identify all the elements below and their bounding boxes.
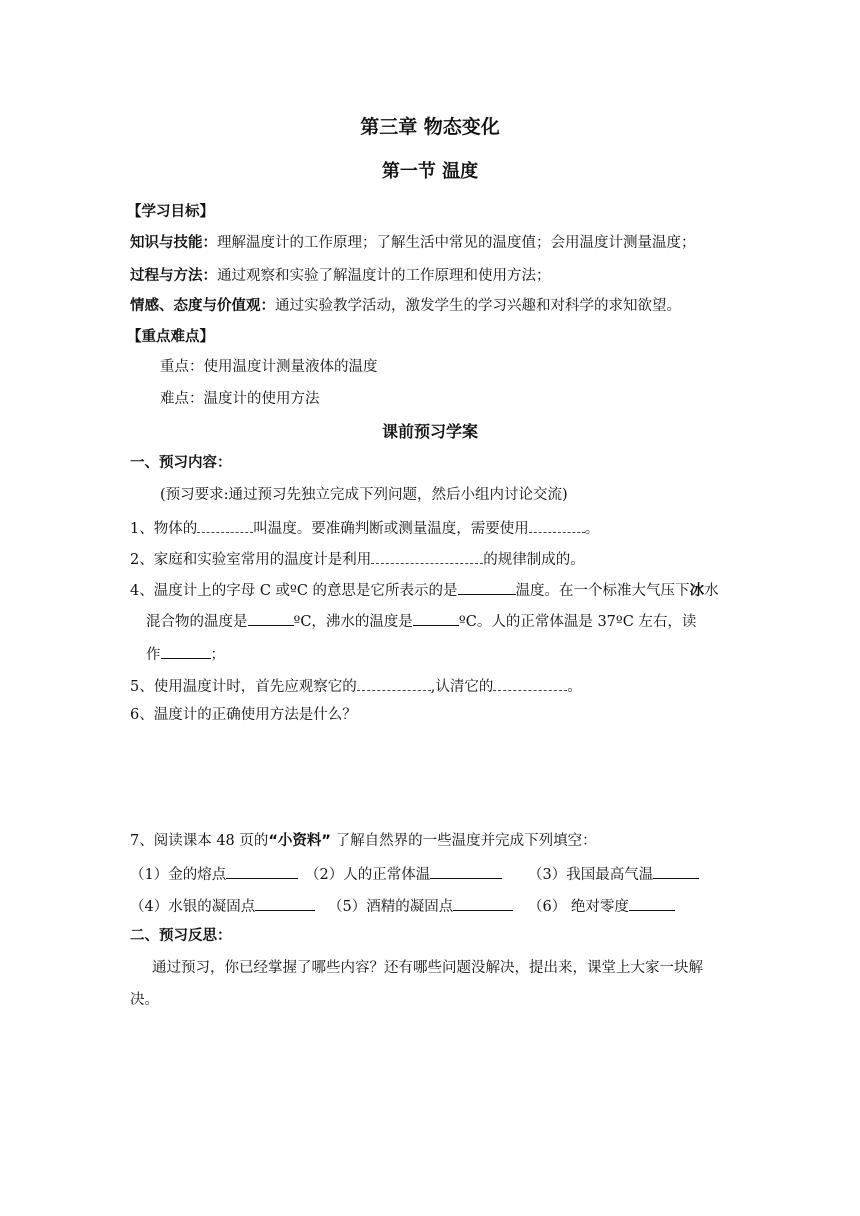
- question-2: 2、家庭和实验室常用的温度计是利用 的规律制成的。: [130, 552, 585, 568]
- blank[interactable]: [653, 866, 699, 879]
- preview-content-heading: 一、预习内容：: [130, 455, 232, 471]
- question-4-line3: 作 ；: [146, 647, 225, 663]
- objective-process: 过程与方法：通过观察和实验了解温度计的工作原理和使用方法；: [130, 268, 551, 284]
- key-points-heading: 【重点难点】: [127, 329, 214, 345]
- fill-mercury-freezing: （4）水银的凝固点: [130, 898, 315, 915]
- blank[interactable]: [226, 866, 298, 879]
- objectives-heading: 【学习目标】: [127, 204, 214, 220]
- focus-point: 重点：使用温度计测量液体的温度: [160, 359, 378, 375]
- question-6: 6、温度计的正确使用方法是什么？: [130, 707, 357, 723]
- fill-alcohol-freezing: （5）酒精的凝固点: [328, 898, 513, 915]
- fill-gold-melting: （1）金的熔点: [130, 866, 298, 883]
- fill-absolute-zero: （6） 绝对零度: [528, 898, 675, 915]
- reflection-text-line1: 通过预习，你已经掌握了哪些内容？还有哪些问题没解决，提出来，课堂上大家一块解: [152, 960, 703, 976]
- fill-highest-temp: （3）我国最高气温: [528, 866, 699, 883]
- question-7: 7、阅读课本 48 页的“小资料” 了解自然界的一些温度并完成下列填空：: [130, 833, 597, 849]
- difficulty-point: 难点：温度计的使用方法: [160, 391, 320, 407]
- blank[interactable]: [161, 646, 211, 659]
- blank[interactable]: [197, 520, 253, 533]
- blank[interactable]: [493, 678, 567, 691]
- reflection-heading: 二、预习反思：: [130, 928, 232, 944]
- question-1: 1、物体的 叫温度。要准确判断或测量温度，需要使用 。: [130, 521, 600, 537]
- blank[interactable]: [248, 613, 294, 626]
- reflection-text-line2: 决。: [130, 992, 159, 1008]
- blank[interactable]: [453, 898, 513, 911]
- blank[interactable]: [255, 898, 315, 911]
- objective-attitude: 情感、态度与价值观：通过实验教学活动，激发学生的学习兴趣和对科学的求知欲望。: [130, 298, 681, 314]
- blank[interactable]: [458, 582, 516, 595]
- blank[interactable]: [413, 613, 459, 626]
- question-5: 5、使用温度计时，首先应观察它的 ,认清它的 。: [130, 679, 582, 695]
- blank[interactable]: [430, 866, 502, 879]
- objective-knowledge: 知识与技能：理解温度计的工作原理；了解生活中常见的温度值；会用温度计测量温度；: [130, 235, 696, 251]
- question-4-line2: 混合物的温度是 ºC，沸水的温度是 ºC。人的正常体温是 37ºC 左右，读: [146, 614, 697, 630]
- blank[interactable]: [357, 678, 431, 691]
- chapter-title: 第三章 物态变化: [360, 116, 500, 138]
- question-4-line1: 4、温度计上的字母 C 或ºC 的意思是它所表示的是 温度。在一个标准大气压下冰水: [130, 583, 719, 599]
- preview-requirement: (预习要求:通过预习先独立完成下列问题，然后小组内讨论交流): [160, 487, 568, 503]
- preview-heading: 课前预习学案: [381, 422, 478, 441]
- blank[interactable]: [629, 898, 675, 911]
- blank[interactable]: [529, 520, 585, 533]
- fill-body-temp: （2）人的正常体温: [305, 866, 502, 883]
- blank[interactable]: [371, 551, 483, 564]
- section-title: 第一节 温度: [381, 161, 479, 182]
